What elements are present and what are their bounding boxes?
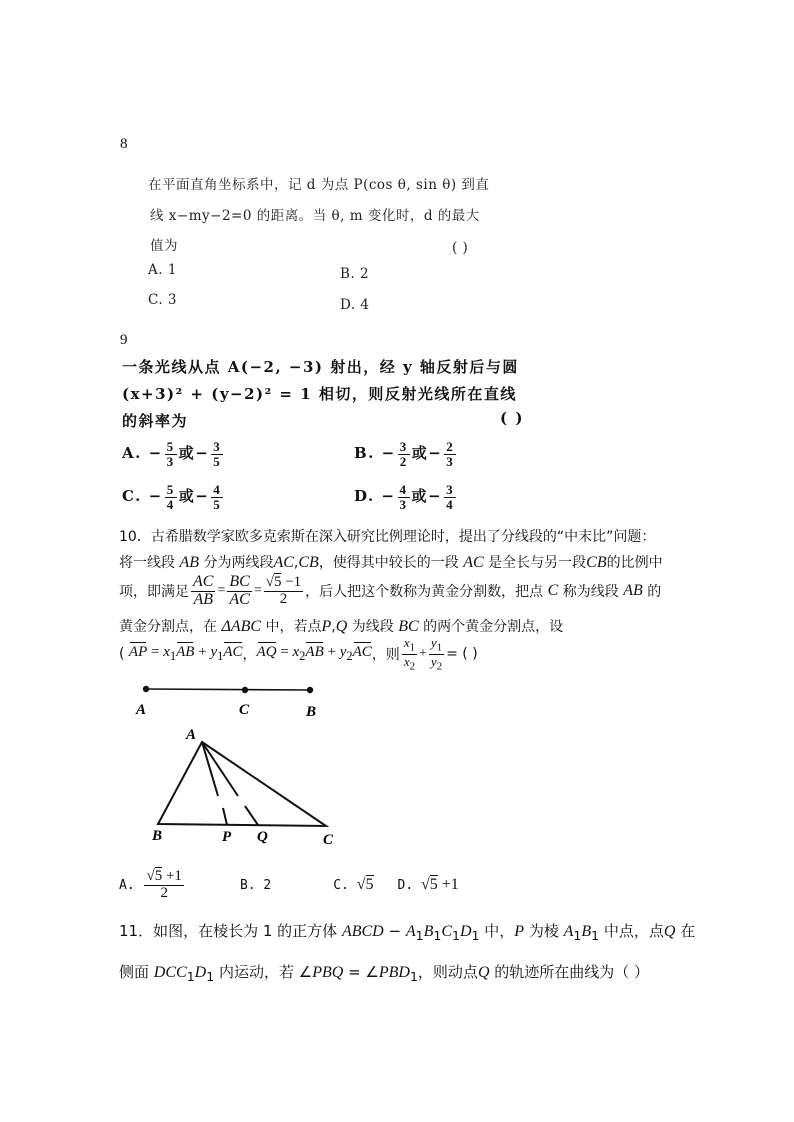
question-9-option-d: D. − $\frac{4}{3}$ 或− $\frac{3}{4}$ xyxy=(354,482,455,512)
question-9-line-3: 的斜率为 xyxy=(122,412,189,430)
triangle-label-p: P xyxy=(222,829,232,845)
triangle-abc xyxy=(158,742,326,826)
triangle-label-b: B xyxy=(152,828,163,844)
question-8-line-2: 线 x−my−2=0 的距离。当 θ, m 变化时，d 的最大 xyxy=(150,208,480,224)
question-9-number: 9 xyxy=(120,332,128,348)
line-aq-lower xyxy=(245,806,258,825)
question-10-line-1: 10．古希腊数学家欧多克索斯在深入研究比例理论时，提出了分线段的“中末比”问题： xyxy=(119,529,656,545)
question-11-line-2: 侧面 $DCC_1D_1$ 内运动，若 ∠PBQ = $\angle PBD_1$，则动点Q 的轨迹所在曲线为（ ） xyxy=(119,963,650,984)
question-9-line-1: 一条光线从点 A(−2, −3) 射出，经 y 轴反射后与圆 xyxy=(122,358,519,376)
question-8-option-b: B. 2 xyxy=(340,266,370,282)
question-10-line-3: 项，即满足 $\frac{AC}{AB}$ = $\frac{BC}{AC}$ = $\frac{√5 -1}{2}$ ，后人把这个数称为黄金分割数，把点 C 称为线段 AB 的 xyxy=(119,572,662,608)
question-11-line-1: 11．如图，在棱长为 1 的正方体 ABCD − $A_1B_1C_1D_1$ 中，P 为棱 $A_1B_1$ 中点，点Q 在 xyxy=(119,922,696,943)
question-8-option-d: D. 4 xyxy=(340,297,370,313)
triangle-label-c: C xyxy=(323,832,334,848)
segment-line xyxy=(146,689,310,690)
question-8-number: 8 xyxy=(120,136,128,152)
segment-label-b: B xyxy=(306,704,317,720)
question-9-option-c: C. − $\frac{5}{4}$ 或− $\frac{4}{5}$ xyxy=(122,482,222,512)
question-9-option-a: A. − $\frac{5}{3}$ 或− $\frac{3}{5}$ xyxy=(122,439,222,469)
point-a-dot xyxy=(143,686,149,692)
question-10-option-c-label: C. xyxy=(333,877,349,893)
question-10-option-a-value: $\frac{√5 +1}{2}$ xyxy=(146,867,182,901)
question-10-options xyxy=(119,862,459,908)
triangle-label-a: A xyxy=(186,727,197,743)
segment-label-c: C xyxy=(239,702,250,718)
line-aq-upper xyxy=(202,742,238,796)
question-10-line-5: ( AP = $x_1AB + y_1AC$ ， AQ = $x_2AB + y_2AC$ ，则 $\frac{x_1}{x_2}$ + $\frac{y_1}{y_2}$ = ( ) xyxy=(119,634,478,673)
question-10-option-b: B. 2 xyxy=(239,877,272,893)
question-9-answer-paren: ( ) xyxy=(500,409,524,427)
triangle-label-q: Q xyxy=(257,829,268,845)
question-9-line-2: (x+3)² + (y−2)² = 1 相切，则反射光线所在直线 xyxy=(122,385,517,403)
segment-label-a: A xyxy=(136,702,147,718)
question-8-line-1: 在平面直角坐标系中，记 d 为点 P(cos θ, sin θ) 到直 xyxy=(148,177,490,193)
question-9-option-b: B. − $\frac{3}{2}$ 或− $\frac{2}{3}$ xyxy=(354,439,455,469)
question-8-line-3: 值为 xyxy=(150,238,178,254)
segment-figure xyxy=(120,680,340,720)
line-ap-lower xyxy=(223,808,227,825)
question-10-line-2: 将一线段 AB 分为两线段AC,CB，使得其中较长的一段 AC 是全长与另一段CB的比例中 xyxy=(119,554,663,571)
point-c-dot xyxy=(242,687,248,693)
triangle-figure xyxy=(140,722,360,852)
question-10-option-c-value: √5 xyxy=(356,876,374,893)
question-8-option-a: A. 1 xyxy=(148,262,177,278)
question-10-option-a-label: A. xyxy=(119,877,135,893)
question-10-option-d-label: D. xyxy=(397,877,414,893)
question-8-option-c: C. 3 xyxy=(148,292,178,308)
point-b-dot xyxy=(307,687,313,693)
question-8-answer-paren: ( ) xyxy=(452,240,469,256)
question-10-option-d-value: √5 +1 xyxy=(421,876,459,893)
question-10-line-4: 黄金分割点，在 ΔABC 中，若点P,Q 为线段 BC 的两个黄金分割点，设 xyxy=(119,618,564,635)
